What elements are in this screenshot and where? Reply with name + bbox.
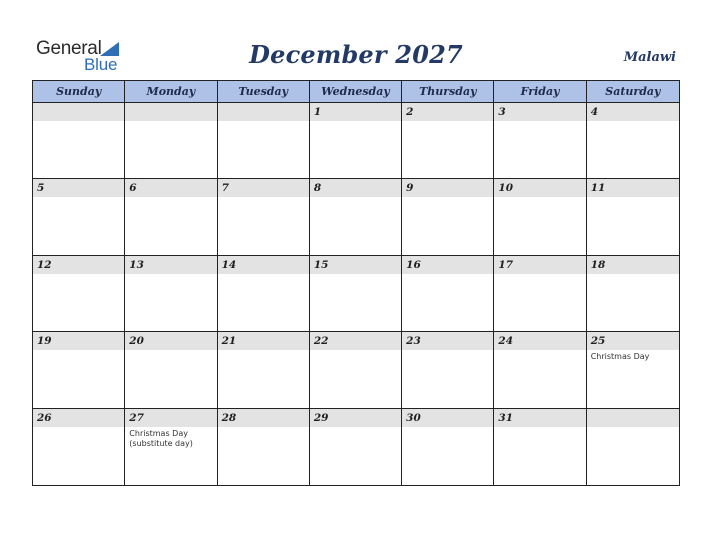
day-number: 18 xyxy=(587,256,679,274)
page-title: December 2027 xyxy=(249,40,463,69)
holiday-label xyxy=(310,427,401,429)
holiday-label xyxy=(310,197,401,199)
day-cell xyxy=(310,409,402,485)
weekday-header-sunday: Sunday xyxy=(33,81,125,103)
holiday-label xyxy=(218,274,309,276)
day-cell xyxy=(587,256,679,332)
day-number: 28 xyxy=(218,409,309,427)
day-cell xyxy=(587,409,679,485)
day-cell xyxy=(310,103,402,179)
day-number: 23 xyxy=(402,332,493,350)
day-cell xyxy=(310,179,402,255)
day-cell xyxy=(125,256,217,332)
day-number: 2 xyxy=(402,103,493,121)
day-cell xyxy=(33,409,125,485)
day-cell xyxy=(125,332,217,408)
holiday-label xyxy=(587,427,679,429)
weekday-header-monday: Monday xyxy=(125,81,217,103)
holiday-label xyxy=(402,274,493,276)
holiday-label xyxy=(125,121,216,123)
holiday-label xyxy=(494,350,585,352)
day-cell xyxy=(125,179,217,255)
day-number: 4 xyxy=(587,103,679,121)
day-number: 24 xyxy=(494,332,585,350)
holiday-label xyxy=(33,197,124,199)
day-cell xyxy=(402,179,494,255)
day-number: 12 xyxy=(33,256,124,274)
day-number: 22 xyxy=(310,332,401,350)
holiday-label xyxy=(33,274,124,276)
holiday-label: Christmas Day xyxy=(590,352,650,362)
day-number: 17 xyxy=(494,256,585,274)
day-number: 20 xyxy=(125,332,216,350)
weekday-header-wednesday: Wednesday xyxy=(310,81,402,103)
day-number: 15 xyxy=(310,256,401,274)
day-cell xyxy=(494,409,586,485)
day-cell xyxy=(33,256,125,332)
holiday-label xyxy=(494,427,585,429)
holiday-label xyxy=(125,274,216,276)
day-number xyxy=(33,103,124,121)
day-cell xyxy=(494,103,586,179)
day-cell xyxy=(218,256,310,332)
day-number: 31 xyxy=(494,409,585,427)
day-cell xyxy=(494,256,586,332)
day-number: 11 xyxy=(587,179,679,197)
day-cell xyxy=(33,332,125,408)
day-cell xyxy=(310,256,402,332)
day-cell xyxy=(33,179,125,255)
day-cell xyxy=(402,332,494,408)
weekday-header-saturday: Saturday xyxy=(587,81,679,103)
weekday-header-tuesday: Tuesday xyxy=(218,81,310,103)
day-number: 25 xyxy=(587,332,679,350)
day-number: 1 xyxy=(310,103,401,121)
day-cell xyxy=(402,103,494,179)
holiday-label xyxy=(218,350,309,352)
day-cell xyxy=(587,103,679,179)
holiday-label xyxy=(125,197,216,199)
day-number: 14 xyxy=(218,256,309,274)
day-cell xyxy=(218,179,310,255)
day-cell xyxy=(125,409,217,485)
day-cell xyxy=(218,409,310,485)
day-number: 3 xyxy=(494,103,585,121)
day-number: 7 xyxy=(218,179,309,197)
day-number: 13 xyxy=(125,256,216,274)
holiday-label xyxy=(125,350,216,352)
day-number xyxy=(587,409,679,427)
holiday-label xyxy=(587,197,679,199)
country-label: Malawi xyxy=(623,50,676,65)
holiday-label xyxy=(587,121,679,123)
day-number: 10 xyxy=(494,179,585,197)
day-number: 21 xyxy=(218,332,309,350)
day-cell xyxy=(494,332,586,408)
day-number: 5 xyxy=(33,179,124,197)
holiday-label xyxy=(310,121,401,123)
day-cell xyxy=(587,179,679,255)
day-number xyxy=(218,103,309,121)
logo-general-text: General xyxy=(36,38,102,59)
holiday-label xyxy=(402,350,493,352)
day-number: 16 xyxy=(402,256,493,274)
holiday-label xyxy=(402,121,493,123)
logo-blue-text: Blue xyxy=(84,55,118,74)
day-number: 19 xyxy=(33,332,124,350)
calendar-grid xyxy=(32,80,680,486)
day-number: 26 xyxy=(33,409,124,427)
day-cell xyxy=(125,103,217,179)
day-number xyxy=(125,103,216,121)
holiday-label xyxy=(310,274,401,276)
day-number: 9 xyxy=(402,179,493,197)
day-number: 6 xyxy=(125,179,216,197)
day-cell xyxy=(402,409,494,485)
weekday-header-thursday: Thursday xyxy=(402,81,494,103)
day-cell xyxy=(310,332,402,408)
day-number: 8 xyxy=(310,179,401,197)
holiday-label xyxy=(218,197,309,199)
holiday-label xyxy=(587,274,679,276)
day-cell xyxy=(218,103,310,179)
holiday-label xyxy=(33,350,124,352)
day-number: 30 xyxy=(402,409,493,427)
weekday-header-friday: Friday xyxy=(494,81,586,103)
day-number: 29 xyxy=(310,409,401,427)
holiday-label xyxy=(494,197,585,199)
holiday-label xyxy=(218,427,309,429)
holiday-label xyxy=(33,121,124,123)
day-number: 27 xyxy=(125,409,216,427)
day-cell xyxy=(402,256,494,332)
holiday-label xyxy=(402,427,493,429)
holiday-label xyxy=(494,121,585,123)
holiday-label xyxy=(218,121,309,123)
day-cell xyxy=(587,332,679,408)
holiday-label xyxy=(494,274,585,276)
day-cell xyxy=(218,332,310,408)
holiday-label xyxy=(310,350,401,352)
holiday-label xyxy=(402,197,493,199)
holiday-label: Christmas Day (substitute day) xyxy=(129,428,193,448)
holiday-label xyxy=(33,427,124,429)
day-cell xyxy=(494,179,586,255)
day-cell xyxy=(33,103,125,179)
